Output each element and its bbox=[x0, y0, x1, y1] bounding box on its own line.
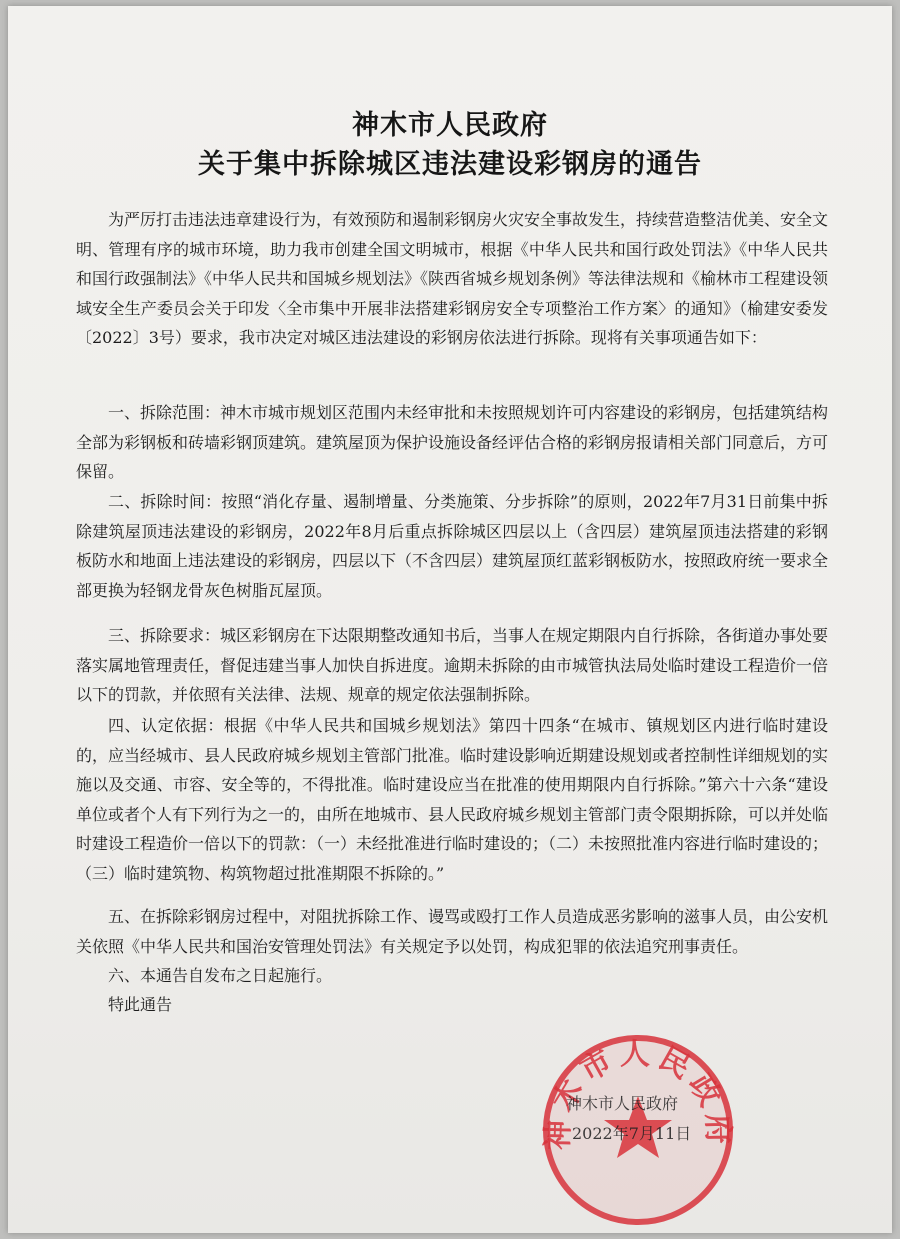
paragraph-effective: 六、本通告自发布之日起施行。 bbox=[108, 966, 333, 985]
paragraph-closing: 特此通告 bbox=[108, 995, 173, 1014]
document-title-line2: 关于集中拆除城区违法建设彩钢房的通告 bbox=[198, 149, 702, 180]
signature-date: 2022年7月11日 bbox=[572, 1124, 692, 1143]
seal-arc-text: 神木市人民政府 bbox=[540, 1037, 736, 1151]
paragraph-requirements: 三、拆除要求：城区彩钢房在下达限期整改通知书后，当事人在规定期限内自行拆除，各街道办事处要落实属地管理责任，督促违建当事人加快自拆进度。逾期未拆除的由市城管执法局处临时建设工程造价一倍以下的罚款，并依照有关法律、法规、规章的规定依法强制拆除。 bbox=[76, 626, 829, 704]
document-title-line1: 神木市人民政府 bbox=[352, 110, 548, 141]
paragraph-preamble: 为严厉打击违法违章建设行为，有效预防和遏制彩钢房火灾安全事故发生，持续营造整洁优美、安全文明、管理有序的城市环境，助力我市创建全国文明城市，根据《中华人民共和国行政处罚法》《中华人民共和国行政强制法》《中华人民共和国城乡规划法》《陕西省城乡规划条例》等法律法规和《榆林市工程建设领域安全生产委员会关于印发〈全市集中开展非法搭建彩钢房安全专项整治工作方案〉的通知》（榆建安委发〔2022〕3号）要求，我市决定对城区违法建设的彩钢房依法进行拆除。现将有关事项通告如下： bbox=[76, 210, 829, 347]
document-page bbox=[8, 6, 892, 1233]
paragraph-time: 二、拆除时间：按照“消化存量、遏制增量、分类施策、分步拆除”的原则，2022年7月31日前集中拆除建筑屋顶违法建设的彩钢房，2022年8月后重点拆除城区四层以上（含四层）建筑屋顶违法搭建的彩钢板防水和地面上违法建设的彩钢房，四层以下（不含四层）建筑屋顶红蓝彩钢板防水，按照政府统一要求全部更换为轻钢龙骨灰色树脂瓦屋顶。 bbox=[76, 492, 829, 600]
paragraph-legal-basis: 四、认定依据：根据《中华人民共和国城乡规划法》第四十四条“在城市、镇规划区内进行临时建设的，应当经城市、县人民政府城乡规划主管部门批准。临时建设影响近期建设规划或者控制性详细规划的实施以及交通、市容、安全等的，不得批准。临时建设应当在批准的使用期限内自行拆除。”第六十六条“建设单位或者个人有下列行为之一的，由所在地城市、县人民政府城乡规划主管部门责令限期拆除，可以并处临时建设工程造价一倍以下的罚款：（一）未经批准进行临时建设的；（二）未按照批准内容进行临时建设的；（三）临时建筑物、构筑物超过批准期限不拆除的。” bbox=[76, 716, 829, 883]
signature-organization: 神木市人民政府 bbox=[566, 1094, 679, 1113]
paragraph-penalties: 五、在拆除彩钢房过程中，对阻扰拆除工作、谩骂或殴打工作人员造成恶劣影响的滋事人员，由公安机关依照《中华人民共和国治安管理处罚法》有关规定予以处罚，构成犯罪的依法追究刑事责任。 bbox=[76, 907, 829, 956]
paragraph-scope: 一、拆除范围：神木市城市规划区范围内未经审批和未按照规划许可内容建设的彩钢房，包括建筑结构全部为彩钢板和砖墙彩钢顶建筑。建筑屋顶为保护设施设备经评估合格的彩钢房报请相关部门同意后，方可保留。 bbox=[76, 403, 829, 481]
